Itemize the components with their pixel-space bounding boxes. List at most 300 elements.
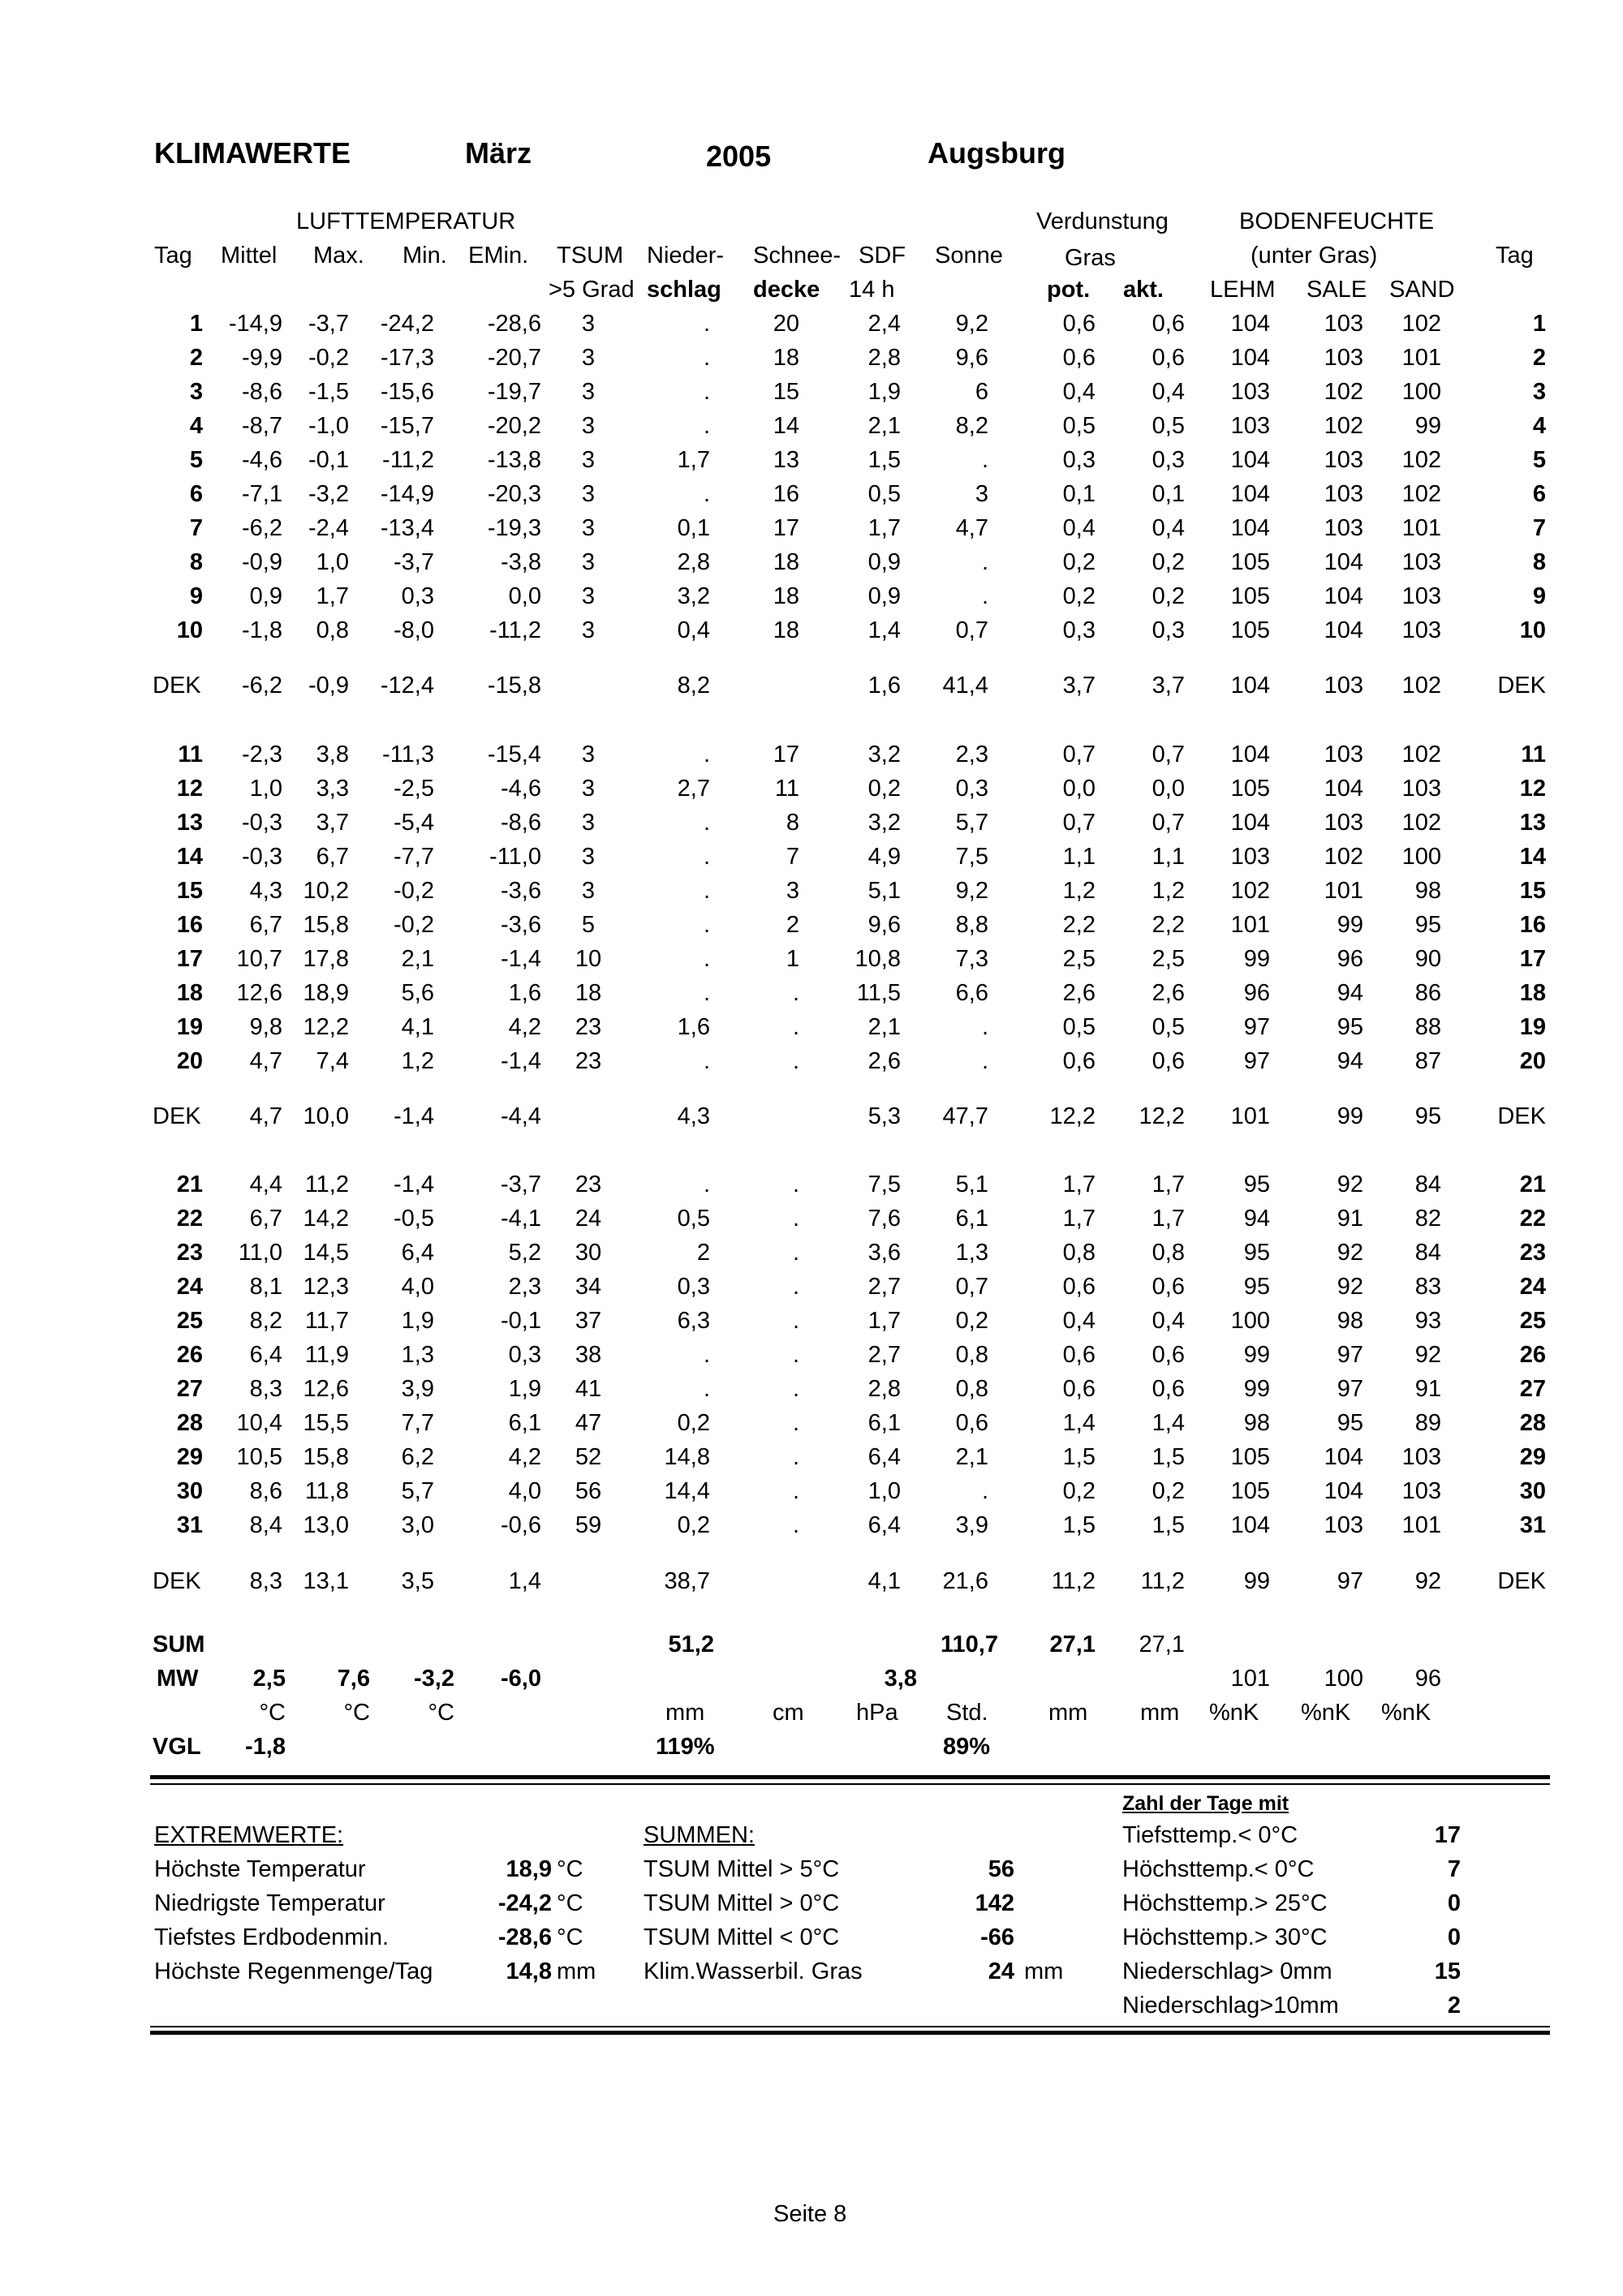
row-pot-cell: 0,2 (1062, 583, 1096, 609)
col-sonne: Sonne (935, 243, 1003, 269)
days-label: Höchsttemp.> 25°C (1122, 1890, 1328, 1916)
days-title: Zahl der Tage mit (1122, 1792, 1289, 1815)
row-sonne-cell: 0,8 (955, 1376, 988, 1402)
col-sand: SAND (1389, 277, 1455, 303)
row-tag-cell: 16 (176, 912, 203, 938)
row-tsum-cell: 38 (575, 1342, 602, 1368)
row-nieder-cell: 1,7 (677, 447, 710, 473)
row-schnee-cell: . (792, 1410, 799, 1436)
row-lehm-cell: 104 (1230, 311, 1270, 337)
row-mittel-cell: 8,4 (249, 1512, 282, 1538)
row-mittel-cell: -6,2 (242, 515, 282, 541)
row-tag-right-cell: 8 (1532, 549, 1546, 575)
row-schnee-cell: . (792, 1478, 799, 1504)
row-max-cell: -2,4 (308, 515, 349, 541)
row-lehm-cell: 103 (1230, 413, 1270, 439)
unit-lehm: %nK (1209, 1700, 1259, 1726)
unit-max: °C (343, 1700, 370, 1726)
row-mittel-cell: 6,7 (249, 1206, 282, 1232)
row-tsum-cell: 30 (575, 1240, 602, 1266)
mw-emin: -6,0 (501, 1666, 541, 1692)
row-tsum-cell: 3 (581, 379, 596, 405)
row-pot-cell: 1,5 (1062, 1444, 1096, 1470)
row-schnee-cell: 14 (773, 413, 799, 439)
row-sale-cell: 103 (1324, 345, 1363, 371)
row-tsum-cell: 3 (581, 311, 596, 337)
row-sand-cell: 83 (1414, 1274, 1441, 1300)
divider-top-thick (150, 1775, 1550, 1779)
unit-mittel: °C (259, 1700, 286, 1726)
row-pot-cell: 0,6 (1062, 1342, 1096, 1368)
row-lehm-cell: 97 (1243, 1048, 1270, 1074)
row-sand-cell: 102 (1401, 742, 1441, 767)
row-nieder-cell: 2,8 (677, 549, 710, 575)
row-nieder-cell: . (703, 742, 710, 767)
row-emin-cell: 0,0 (508, 583, 541, 609)
days-value: 0 (1447, 1890, 1461, 1916)
row-sale-cell: 104 (1324, 617, 1363, 643)
row-min-cell: -2,5 (394, 776, 434, 802)
vgl-nieder: 119% (656, 1734, 715, 1760)
row-schnee-cell: 13 (773, 447, 799, 473)
dek-nieder-cell: 4,3 (677, 1103, 710, 1129)
row-sand-cell: 101 (1401, 345, 1441, 371)
row-tag-right-cell: 17 (1519, 946, 1546, 972)
row-emin-cell: -3,6 (501, 912, 541, 938)
dek-nieder-cell: 8,2 (677, 673, 710, 699)
row-pot-cell: 0,1 (1062, 481, 1096, 507)
row-sale-cell: 104 (1324, 583, 1363, 609)
row-mittel-cell: -1,8 (242, 617, 282, 643)
row-sdf-cell: 4,9 (867, 844, 901, 870)
row-tag-right-cell: 1 (1532, 311, 1546, 337)
row-mittel-cell: -0,3 (242, 844, 282, 870)
days-label: Höchsttemp.< 0°C (1122, 1856, 1315, 1882)
row-tag-right-cell: 25 (1519, 1308, 1546, 1334)
row-sale-cell: 104 (1324, 549, 1363, 575)
row-sdf-cell: 0,9 (867, 549, 901, 575)
row-mittel-cell: 10,7 (236, 946, 282, 972)
dek-sonne-cell: 41,4 (942, 673, 988, 699)
row-akt-cell: 0,7 (1152, 742, 1185, 767)
row-sonne-cell: 5,1 (955, 1172, 988, 1197)
sum-item-value: 56 (988, 1856, 1014, 1882)
row-lehm-cell: 104 (1230, 345, 1270, 371)
page-number: Seite 8 (773, 2201, 847, 2227)
row-sale-cell: 103 (1324, 515, 1363, 541)
row-sale-cell: 104 (1324, 1444, 1363, 1470)
row-sand-cell: 92 (1414, 1342, 1441, 1368)
row-sale-cell: 94 (1337, 1048, 1363, 1074)
row-sand-cell: 84 (1414, 1240, 1441, 1266)
dek-tag-cell: DEK (153, 673, 201, 699)
unit-sonne: Std. (946, 1700, 988, 1726)
row-sale-cell: 96 (1337, 946, 1363, 972)
row-tag-cell: 7 (189, 515, 203, 541)
row-lehm-cell: 101 (1230, 912, 1270, 938)
col-sdf-sub: 14 h (849, 277, 895, 303)
row-emin-cell: -13,8 (487, 447, 541, 473)
row-tsum-cell: 3 (581, 549, 596, 575)
row-emin-cell: 0,3 (508, 1342, 541, 1368)
row-tsum-cell: 24 (575, 1206, 602, 1232)
row-nieder-cell: 0,4 (677, 617, 710, 643)
row-tsum-cell: 37 (575, 1308, 602, 1334)
row-min-cell: 3,0 (401, 1512, 434, 1538)
dek-sdf-cell: 4,1 (867, 1568, 901, 1594)
row-sand-cell: 100 (1401, 379, 1441, 405)
row-tag-right-cell: 31 (1519, 1512, 1546, 1538)
sum-nieder: 51,2 (668, 1632, 714, 1658)
row-tag-cell: 22 (176, 1206, 203, 1232)
row-nieder-cell: . (703, 1342, 710, 1368)
row-sand-cell: 103 (1401, 1444, 1441, 1470)
row-akt-cell: 0,5 (1152, 413, 1185, 439)
extreme-value: -28,6 (497, 1924, 552, 1950)
row-tag-right-cell: 12 (1519, 776, 1546, 802)
row-pot-cell: 0,4 (1062, 379, 1096, 405)
row-tag-right-cell: 29 (1519, 1444, 1546, 1470)
col-lehm: LEHM (1210, 277, 1276, 303)
row-tag-cell: 26 (176, 1342, 203, 1368)
row-pot-cell: 1,5 (1062, 1512, 1096, 1538)
row-mittel-cell: -2,3 (242, 742, 282, 767)
mw-min: -3,2 (414, 1666, 454, 1692)
row-akt-cell: 0,2 (1152, 583, 1185, 609)
row-tag-cell: 20 (176, 1048, 203, 1074)
row-mittel-cell: -7,1 (242, 481, 282, 507)
days-value: 7 (1447, 1856, 1461, 1882)
row-max-cell: 17,8 (303, 946, 349, 972)
sum-item-label: TSUM Mittel > 5°C (644, 1856, 840, 1882)
row-sdf-cell: 2,8 (867, 1376, 901, 1402)
row-nieder-cell: . (703, 345, 710, 371)
extreme-unit: mm (557, 1958, 596, 1984)
dek-lehm-cell: 101 (1230, 1103, 1270, 1129)
row-sale-cell: 103 (1324, 311, 1363, 337)
row-tag-cell: 28 (176, 1410, 203, 1436)
row-pot-cell: 0,7 (1062, 742, 1096, 767)
row-sonne-cell: 9,2 (955, 311, 988, 337)
row-mittel-cell: 8,3 (249, 1376, 282, 1402)
row-sale-cell: 104 (1324, 776, 1363, 802)
col-schnee: Schnee- (753, 243, 842, 269)
row-lehm-cell: 104 (1230, 810, 1270, 836)
row-lehm-cell: 104 (1230, 515, 1270, 541)
row-sonne-cell: 7,3 (955, 946, 988, 972)
row-tsum-cell: 5 (581, 912, 596, 938)
row-min-cell: -17,3 (380, 345, 434, 371)
days-value: 15 (1434, 1958, 1461, 1984)
row-sdf-cell: 1,4 (867, 617, 901, 643)
row-akt-cell: 0,6 (1152, 1376, 1185, 1402)
row-sonne-cell: 4,7 (955, 515, 988, 541)
divider-top-thin (150, 1783, 1550, 1785)
row-schnee-cell: . (792, 1240, 799, 1266)
row-min-cell: -1,4 (394, 1172, 434, 1197)
row-sand-cell: 102 (1401, 447, 1441, 473)
row-schnee-cell: 8 (786, 810, 799, 836)
col-tag: Tag (154, 243, 192, 269)
row-max-cell: 6,7 (316, 844, 349, 870)
row-tag-cell: 2 (189, 345, 203, 371)
dek-max-cell: 13,1 (303, 1568, 349, 1594)
row-tag-cell: 6 (189, 481, 203, 507)
row-tag-right-cell: 9 (1532, 583, 1546, 609)
dek-emin-cell: -4,4 (501, 1103, 541, 1129)
row-sdf-cell: 11,5 (856, 980, 901, 1006)
row-nieder-cell: 0,5 (677, 1206, 710, 1232)
row-nieder-cell: . (703, 1172, 710, 1197)
row-lehm-cell: 103 (1230, 844, 1270, 870)
row-mittel-cell: -9,9 (242, 345, 282, 371)
row-pot-cell: 1,2 (1062, 878, 1096, 904)
row-nieder-cell: . (703, 844, 710, 870)
row-max-cell: 12,3 (303, 1274, 349, 1300)
row-schnee-cell: . (792, 1274, 799, 1300)
row-tsum-cell: 52 (575, 1444, 602, 1470)
row-sdf-cell: 6,1 (867, 1410, 901, 1436)
row-mittel-cell: 4,3 (249, 878, 282, 904)
row-tag-cell: 29 (176, 1444, 203, 1470)
row-pot-cell: 2,6 (1062, 980, 1096, 1006)
row-sale-cell: 102 (1324, 379, 1363, 405)
row-pot-cell: 0,6 (1062, 311, 1096, 337)
col-sdf: SDF (859, 243, 906, 269)
row-sonne-cell: . (981, 447, 988, 473)
col-nieder: Nieder- (647, 243, 725, 269)
row-tag-right-cell: 18 (1519, 980, 1546, 1006)
row-sale-cell: 103 (1324, 810, 1363, 836)
row-tag-right-cell: 30 (1519, 1478, 1546, 1504)
row-pot-cell: 0,2 (1062, 1478, 1096, 1504)
row-min-cell: -15,6 (380, 379, 434, 405)
row-sdf-cell: 6,4 (867, 1444, 901, 1470)
report-month: März (465, 136, 532, 170)
row-tsum-cell: 23 (575, 1014, 602, 1040)
dek-min-cell: 3,5 (401, 1568, 434, 1594)
row-sale-cell: 99 (1337, 912, 1363, 938)
row-sdf-cell: 2,1 (867, 413, 901, 439)
row-sdf-cell: 0,2 (867, 776, 901, 802)
row-sand-cell: 103 (1401, 617, 1441, 643)
row-max-cell: 18,9 (303, 980, 349, 1006)
row-sale-cell: 95 (1337, 1014, 1363, 1040)
col-schnee-sub: decke (753, 277, 820, 303)
row-lehm-cell: 96 (1243, 980, 1270, 1006)
row-min-cell: -24,2 (380, 311, 434, 337)
row-schnee-cell: 18 (773, 617, 799, 643)
row-min-cell: 5,7 (401, 1478, 434, 1504)
row-tsum-cell: 3 (581, 742, 596, 767)
row-schnee-cell: 18 (773, 549, 799, 575)
dek-sand-cell: 102 (1401, 673, 1441, 699)
row-sonne-cell: 9,2 (955, 878, 988, 904)
row-sonne-cell: 2,1 (955, 1444, 988, 1470)
row-tag-cell: 8 (189, 549, 203, 575)
row-akt-cell: 0,4 (1152, 515, 1185, 541)
row-sdf-cell: 2,4 (867, 311, 901, 337)
row-lehm-cell: 105 (1230, 549, 1270, 575)
row-sonne-cell: 0,8 (955, 1342, 988, 1368)
row-sdf-cell: 3,2 (867, 742, 901, 767)
row-min-cell: -11,2 (382, 447, 434, 473)
row-sonne-cell: 1,3 (955, 1240, 988, 1266)
row-sonne-cell: 8,8 (955, 912, 988, 938)
mw-lehm: 101 (1230, 1666, 1270, 1692)
unit-sand: %nK (1381, 1700, 1431, 1726)
row-mittel-cell: -8,7 (242, 413, 282, 439)
row-max-cell: -0,2 (308, 345, 349, 371)
row-lehm-cell: 95 (1243, 1172, 1270, 1197)
row-sonne-cell: . (981, 1478, 988, 1504)
row-tag-right-cell: 7 (1532, 515, 1546, 541)
row-schnee-cell: . (792, 1342, 799, 1368)
row-sonne-cell: 9,6 (955, 345, 988, 371)
row-tag-cell: 10 (176, 617, 203, 643)
row-tag-cell: 5 (189, 447, 203, 473)
row-max-cell: 3,8 (316, 742, 349, 767)
row-nieder-cell: . (703, 980, 710, 1006)
row-tag-right-cell: 22 (1519, 1206, 1546, 1232)
days-label: Höchsttemp.> 30°C (1122, 1924, 1328, 1950)
row-akt-cell: 1,5 (1152, 1512, 1185, 1538)
row-tsum-cell: 3 (581, 583, 596, 609)
unit-sdf: hPa (856, 1700, 898, 1726)
row-min-cell: -13,4 (380, 515, 434, 541)
dek-mittel-cell: 4,7 (249, 1103, 282, 1129)
row-sale-cell: 102 (1324, 413, 1363, 439)
row-lehm-cell: 102 (1230, 878, 1270, 904)
row-min-cell: 6,4 (401, 1240, 434, 1266)
row-max-cell: 11,7 (304, 1308, 349, 1334)
row-tag-cell: 13 (176, 810, 203, 836)
row-akt-cell: 0,6 (1152, 1048, 1185, 1074)
row-sonne-cell: 0,3 (955, 776, 988, 802)
row-pot-cell: 0,6 (1062, 1048, 1096, 1074)
row-tag-right-cell: 16 (1519, 912, 1546, 938)
row-sdf-cell: 7,6 (867, 1206, 901, 1232)
sum-item-value: 142 (975, 1890, 1014, 1916)
row-lehm-cell: 100 (1230, 1308, 1270, 1334)
row-sdf-cell: 0,9 (867, 583, 901, 609)
row-max-cell: 15,8 (303, 912, 349, 938)
row-sand-cell: 88 (1414, 1014, 1441, 1040)
row-max-cell: 1,0 (316, 549, 349, 575)
row-schnee-cell: 2 (786, 912, 799, 938)
row-sonne-cell: 0,6 (955, 1410, 988, 1436)
row-sand-cell: 102 (1401, 810, 1441, 836)
row-pot-cell: 0,3 (1062, 447, 1096, 473)
dek-mittel-cell: -6,2 (242, 673, 282, 699)
row-emin-cell: 4,2 (508, 1014, 541, 1040)
row-nieder-cell: 2 (696, 1240, 710, 1266)
row-akt-cell: 0,5 (1152, 1014, 1185, 1040)
row-sand-cell: 103 (1401, 1478, 1441, 1504)
row-tag-cell: 24 (176, 1274, 203, 1300)
row-sdf-cell: 1,7 (867, 515, 901, 541)
report-title: KLIMAWERTE (154, 136, 351, 170)
row-sale-cell: 95 (1337, 1410, 1363, 1436)
row-nieder-cell: . (703, 1048, 710, 1074)
row-min-cell: 4,0 (401, 1274, 434, 1300)
extreme-value: -24,2 (497, 1890, 552, 1916)
row-max-cell: 10,2 (303, 878, 349, 904)
row-sdf-cell: 2,1 (867, 1014, 901, 1040)
row-sale-cell: 102 (1324, 844, 1363, 870)
group-header-lufttemperatur: LUFTTEMPERATUR (296, 209, 516, 234)
row-akt-cell: 0,0 (1152, 776, 1185, 802)
sums-title: SUMMEN: (644, 1822, 755, 1848)
row-tsum-cell: 3 (581, 345, 596, 371)
row-pot-cell: 0,6 (1062, 1274, 1096, 1300)
row-tag-cell: 27 (176, 1376, 203, 1402)
row-max-cell: -3,7 (308, 311, 349, 337)
row-max-cell: -0,1 (308, 447, 349, 473)
row-emin-cell: -19,7 (487, 379, 541, 405)
row-min-cell: -0,2 (394, 912, 434, 938)
row-min-cell: 7,7 (401, 1410, 434, 1436)
row-sdf-cell: 1,5 (867, 447, 901, 473)
sum-item-value: 24 (988, 1958, 1014, 1984)
row-min-cell: 1,2 (401, 1048, 434, 1074)
row-tag-cell: 15 (176, 878, 203, 904)
row-sale-cell: 101 (1324, 878, 1363, 904)
row-mittel-cell: 8,1 (249, 1274, 282, 1300)
row-sonne-cell: 5,7 (955, 810, 988, 836)
row-sale-cell: 97 (1337, 1376, 1363, 1402)
row-akt-cell: 0,6 (1152, 1342, 1185, 1368)
row-min-cell: -5,4 (394, 810, 434, 836)
row-sonne-cell: 0,7 (955, 1274, 988, 1300)
extreme-value: 18,9 (506, 1856, 552, 1882)
row-akt-cell: 0,8 (1152, 1240, 1185, 1266)
row-mittel-cell: 6,4 (249, 1342, 282, 1368)
extreme-unit: °C (557, 1924, 583, 1950)
sum-pot: 27,1 (1049, 1632, 1096, 1658)
row-nieder-cell: 14,4 (664, 1478, 710, 1504)
dek-sale-cell: 103 (1324, 673, 1363, 699)
row-pot-cell: 0,3 (1062, 617, 1096, 643)
row-schnee-cell: 18 (773, 345, 799, 371)
row-lehm-cell: 103 (1230, 379, 1270, 405)
row-schnee-cell: 16 (773, 481, 799, 507)
row-nieder-cell: . (703, 1376, 710, 1402)
row-tsum-cell: 10 (575, 946, 602, 972)
sum-label: SUM (153, 1632, 205, 1658)
row-sonne-cell: 8,2 (955, 413, 988, 439)
row-emin-cell: -1,4 (501, 1048, 541, 1074)
row-max-cell: 12,2 (303, 1014, 349, 1040)
dek-sonne-cell: 47,7 (942, 1103, 988, 1129)
row-akt-cell: 2,6 (1152, 980, 1185, 1006)
row-tag-right-cell: 24 (1519, 1274, 1546, 1300)
row-tsum-cell: 3 (581, 844, 596, 870)
row-nieder-cell: 0,1 (677, 515, 710, 541)
extreme-label: Höchste Temperatur (154, 1856, 366, 1882)
row-mittel-cell: -14,9 (228, 311, 282, 337)
row-sdf-cell: 0,5 (867, 481, 901, 507)
dek-sdf-cell: 5,3 (867, 1103, 901, 1129)
row-nieder-cell: . (703, 379, 710, 405)
row-min-cell: 1,3 (401, 1342, 434, 1368)
mw-sand: 96 (1414, 1666, 1441, 1692)
report-station: Augsburg (928, 136, 1065, 170)
row-sonne-cell: 6 (975, 379, 988, 405)
row-pot-cell: 0,5 (1062, 413, 1096, 439)
row-lehm-cell: 99 (1243, 1376, 1270, 1402)
dek-tag-cell: DEK (153, 1568, 201, 1594)
